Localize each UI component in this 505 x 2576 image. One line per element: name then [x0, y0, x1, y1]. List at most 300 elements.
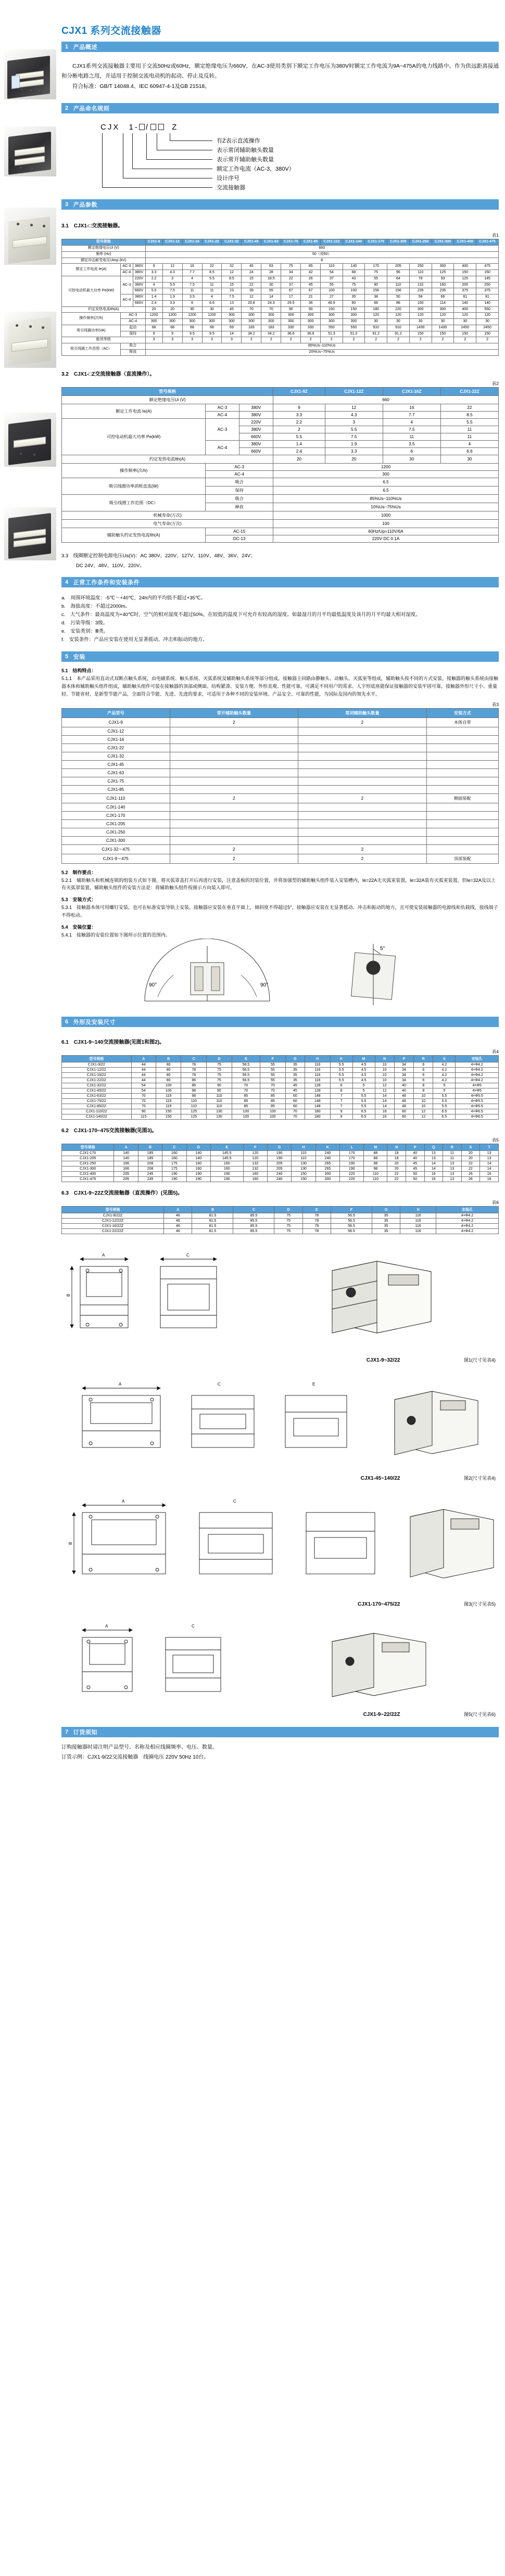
figure-4-model: CJX1-9~22/22Z: [363, 1712, 400, 1718]
data-cell: 55: [261, 288, 281, 294]
row-group-label: 吸引线圈功率消耗直流(W): [62, 478, 206, 494]
data-cell: 5.5: [162, 282, 182, 288]
row-group-label: 操作频率(次/h): [62, 313, 121, 325]
data-cell: 130: [292, 1167, 315, 1172]
install-5-2-title: 5.2 制作要点：: [61, 869, 96, 875]
data-cell: 78: [302, 1224, 331, 1229]
data-cell: 30: [432, 319, 454, 325]
data-cell: CJX1-12/22: [62, 1068, 132, 1073]
col-header-model: CJX1-45: [242, 239, 261, 246]
row-sub2-label: 380V: [239, 426, 273, 433]
row-sub2-label: 660V: [239, 433, 273, 440]
row-sub-label: AC-4: [206, 440, 239, 455]
data-cell: 1200: [202, 313, 222, 319]
data-cell: [170, 768, 298, 777]
data-cell: 15: [222, 282, 242, 288]
data-cell: CJX1-475: [62, 1177, 114, 1182]
data-cell: 67: [281, 288, 301, 294]
row-span-value: 85%Us~110%Us: [145, 343, 499, 350]
data-cell: 116: [400, 1224, 436, 1229]
column-header: E: [232, 1056, 260, 1062]
install-5-3-text: 5.3.1 接触器本体可用螺钉安装，也可在标准安装导轨上安装。接触器应安装在垂直平面上，倾斜度不得超过5°，接触器应安装在无显著摇动、冲击和振动的地方，且可使安装接触器的电源线和负载线，接线端子不得松动。: [61, 905, 498, 918]
data-cell: 18: [387, 1151, 406, 1156]
data-cell: 13: [480, 1151, 499, 1156]
data-cell: 54: [131, 1088, 156, 1094]
data-cell: 120: [476, 313, 499, 319]
outline-drawing-2: [61, 1368, 499, 1472]
data-cell: 44: [131, 1073, 156, 1078]
data-cell: 36.6: [281, 331, 301, 337]
data-cell: 300: [281, 313, 301, 319]
row-span-value: 6.5: [273, 478, 499, 486]
data-cell: 1200: [162, 313, 182, 319]
data-cell: 2: [476, 337, 499, 343]
section-7-number: 7: [65, 1729, 69, 1736]
data-cell: 240: [267, 1172, 291, 1177]
dim-table-header-row: [62, 1207, 499, 1213]
data-cell: 48: [394, 1099, 413, 1104]
table31-caption: 表1: [491, 233, 499, 238]
data-cell: 220: [340, 1177, 364, 1182]
data-cell: 240: [315, 1156, 339, 1161]
data-cell: 16: [182, 264, 202, 270]
code-slot-1: [139, 124, 145, 130]
data-cell: CJX1-16/22: [62, 1073, 132, 1078]
data-cell: 180: [305, 1114, 330, 1120]
data-cell: 110: [387, 282, 410, 288]
data-cell: [426, 828, 498, 836]
data-cell: 6: [383, 447, 440, 455]
data-cell: [298, 785, 427, 793]
data-cell: 98: [181, 1088, 207, 1094]
data-cell: 6.5: [433, 1109, 456, 1114]
data-cell: 150: [409, 331, 432, 337]
data-cell: 100: [343, 288, 365, 294]
data-cell: 2: [170, 793, 298, 803]
column-header: K: [330, 1056, 352, 1062]
col-header-model: CJX1-475: [476, 239, 499, 246]
table-row: [62, 519, 499, 528]
data-cell: 110: [321, 264, 343, 270]
data-cell: 110: [409, 270, 432, 276]
data-cell: 70: [131, 1094, 156, 1099]
data-cell: 183: [242, 325, 261, 331]
data-cell: 78: [302, 1219, 331, 1224]
data-cell: 45: [301, 282, 321, 288]
data-cell: 5: [352, 1083, 375, 1088]
dim61-title: 6.1 CJX1-9~140交流接触器(见图1和图2)。: [61, 1040, 165, 1046]
col-header-model: CJX1-85: [301, 239, 321, 246]
data-cell: 85: [232, 1104, 260, 1109]
data-cell: 43: [343, 276, 365, 282]
data-cell: CJX1-32～475: [62, 844, 170, 854]
column-header: F: [243, 1144, 267, 1151]
data-cell: 245: [138, 1177, 162, 1182]
data-cell: 16: [375, 1114, 394, 1120]
data-cell: 81.5: [192, 1219, 233, 1224]
data-cell: 66: [432, 294, 454, 301]
data-cell: 300: [202, 319, 222, 325]
data-cell: [426, 744, 498, 752]
column-header: H: [400, 1207, 436, 1213]
row-group-label: 辅助触头约定发热电流Ith(A): [62, 528, 206, 542]
row-sub2-label: 220V: [239, 418, 273, 426]
row-sub2-label: 660V: [239, 447, 273, 455]
data-cell: 110: [207, 1104, 232, 1109]
data-cell: 6.6: [440, 447, 498, 455]
data-cell: 85: [260, 1099, 286, 1104]
data-cell: [426, 735, 498, 744]
data-cell: 4×Φ4.2: [436, 1224, 498, 1229]
data-cell: 16: [424, 1172, 443, 1177]
row-sub-label: AC-4: [206, 411, 239, 418]
table-row: [62, 251, 499, 258]
data-cell: 78: [409, 276, 432, 282]
section-7-title: 订货须知: [73, 1729, 98, 1736]
data-cell: 12: [375, 1088, 394, 1094]
table-row: [62, 735, 499, 744]
data-cell: CJX1-63: [62, 768, 170, 777]
column-header: T: [480, 1144, 499, 1151]
col-header-model: CJX1-250: [409, 239, 432, 246]
row-sub-label: 保持: [121, 331, 145, 337]
data-cell: 330: [301, 325, 321, 331]
data-cell: 20: [273, 455, 325, 463]
data-cell: 110: [207, 1094, 232, 1099]
table-row: [62, 276, 499, 282]
data-cell: 98: [181, 1094, 207, 1099]
data-cell: 24.3: [261, 300, 281, 306]
aux-table-header-row: [62, 708, 499, 717]
data-cell: 9: [145, 331, 162, 337]
svg-text:A: A: [119, 1382, 122, 1387]
data-cell: 13: [222, 300, 242, 306]
row-sub-label: AC-4: [121, 270, 133, 276]
data-cell: 2: [365, 337, 387, 343]
section-5-number: 5: [65, 653, 69, 660]
data-cell: CJX1-12/22Z: [62, 1219, 164, 1224]
section-bar-4: [61, 577, 499, 587]
angle-label-left: 90°: [149, 982, 157, 989]
data-cell: 140: [186, 1156, 210, 1161]
data-cell: 86: [181, 1083, 207, 1088]
data-cell: 50: [406, 1172, 424, 1177]
data-cell: 60: [343, 300, 365, 306]
data-cell: 100: [260, 1114, 286, 1120]
row-span-value: 660: [145, 246, 499, 252]
data-cell: 145: [476, 276, 499, 282]
data-cell: 5.5: [433, 1094, 456, 1099]
data-cell: [426, 811, 498, 819]
figure-2-caption: [61, 1475, 499, 1481]
dimension-table-9-140: [61, 1055, 499, 1120]
data-cell: 4: [145, 282, 162, 288]
data-cell: 300: [409, 306, 432, 313]
data-cell: 205: [267, 1167, 291, 1172]
row-span-value: 6.5: [273, 486, 499, 494]
data-cell: [170, 735, 298, 744]
data-cell: 4.5: [352, 1062, 375, 1068]
data-cell: 166: [114, 1167, 138, 1172]
data-cell: 130: [207, 1114, 232, 1120]
col-header-model: CJX1-9: [145, 239, 162, 246]
data-cell: 5: [352, 1088, 375, 1094]
data-cell: [170, 760, 298, 768]
leader-h-1: [170, 140, 212, 141]
data-cell: 75: [207, 1078, 232, 1083]
column-header: H: [305, 1056, 330, 1062]
data-cell: 11: [202, 282, 222, 288]
data-cell: 34: [394, 1068, 413, 1073]
figure-4-label: 图5(尺寸见表6): [463, 1712, 496, 1718]
column-header: G: [372, 1207, 400, 1213]
data-cell: 235: [409, 288, 432, 294]
data-cell: 22: [281, 276, 301, 282]
coil-voltage-line2: DC 24V、48V、110V、220V。: [76, 562, 145, 569]
data-cell: 2450: [476, 325, 499, 331]
column-header: E: [210, 1144, 243, 1151]
data-cell: 160: [162, 1156, 186, 1161]
data-cell: 12: [414, 1114, 433, 1120]
data-cell: 17: [281, 294, 301, 301]
install-5-4-title: 5.4 安装位置：: [61, 924, 96, 930]
data-cell: 2.4: [273, 447, 325, 455]
data-cell: 16: [375, 1109, 394, 1114]
data-cell: 110: [292, 1156, 315, 1161]
data-cell: 22: [461, 1167, 480, 1172]
data-cell: 4×Φ6.5: [456, 1114, 499, 1120]
row-sub2-label: 660V: [133, 288, 145, 294]
table-row: [62, 785, 499, 793]
row-span-value: 220V DC 0.1A: [273, 535, 499, 542]
data-cell: 13: [424, 1151, 443, 1156]
data-cell: 46: [164, 1224, 192, 1229]
data-cell: 9: [162, 331, 182, 337]
table-row: [62, 395, 499, 404]
data-cell: 4×Φ6.5: [456, 1109, 499, 1114]
data-cell: 100: [156, 1083, 181, 1088]
data-cell: 160: [162, 1151, 186, 1156]
data-cell: 1430: [432, 325, 454, 331]
data-cell: 375: [476, 288, 499, 294]
data-cell: 166: [114, 1161, 138, 1167]
data-cell: 36.6: [301, 331, 321, 337]
data-cell: [426, 785, 498, 793]
data-cell: 85.5: [233, 1229, 274, 1234]
code-slot-2: [150, 124, 156, 130]
data-cell: 7.5: [222, 294, 242, 301]
column-header: 安装孔: [436, 1207, 498, 1213]
data-cell: 300: [321, 319, 343, 325]
data-cell: 8.5: [440, 411, 498, 418]
data-cell: 132: [243, 1161, 267, 1167]
data-cell: 9.5: [182, 331, 202, 337]
data-cell: 140: [114, 1156, 138, 1161]
data-cell: 70: [285, 1109, 305, 1114]
data-cell: 11: [202, 288, 222, 294]
data-cell: 6: [414, 1078, 433, 1083]
column-header: 型号规格: [62, 1056, 132, 1062]
data-cell: [426, 844, 498, 854]
data-cell: [170, 744, 298, 752]
row-group-label: 额定工作电流 Ie(A): [62, 264, 121, 276]
data-cell: 63: [261, 264, 281, 270]
dim-table-header-row: [62, 1056, 499, 1062]
data-cell: 190: [186, 1172, 210, 1177]
data-cell: 5: [433, 1083, 456, 1088]
row-sub2-label: 380V: [133, 264, 145, 270]
data-cell: 44: [131, 1068, 156, 1073]
row-group-label: 吸引线圈工作范围（AC）: [62, 343, 121, 356]
data-cell: 119: [156, 1099, 181, 1104]
data-cell: 20: [461, 1151, 480, 1156]
data-cell: 2: [298, 854, 427, 863]
data-cell: 10: [375, 1062, 394, 1068]
data-cell: 45: [222, 306, 242, 313]
data-cell: 150: [476, 331, 499, 337]
data-cell: 150: [343, 306, 365, 313]
data-cell: 4: [383, 418, 440, 426]
table-row: [62, 1104, 499, 1109]
data-cell: 140: [114, 1151, 138, 1156]
data-cell: [426, 777, 498, 785]
row-sub-label: AC-4: [121, 294, 133, 307]
data-cell: 4.2: [433, 1078, 456, 1083]
data-cell: 150: [321, 306, 343, 313]
data-cell: 4.3: [162, 270, 182, 276]
data-cell: 220: [340, 1172, 364, 1177]
data-cell: 64: [387, 276, 410, 282]
row-span-value: 660: [273, 395, 499, 404]
data-cell: CJX1-170: [62, 1151, 114, 1156]
data-cell: 81.5: [192, 1224, 233, 1229]
data-cell: 78: [181, 1068, 207, 1073]
data-cell: 150: [156, 1109, 181, 1114]
order-line-1: 订购接触器时请注明产品型号、名称及相应线圈频率、电压、数量。: [61, 1745, 218, 1751]
data-cell: 2.4: [145, 300, 162, 306]
data-cell: 91.2: [387, 331, 410, 337]
data-cell: 110: [207, 1099, 232, 1104]
column-header: G: [285, 1056, 305, 1062]
data-cell: 20: [162, 306, 182, 313]
install-5-3-title: 5.3 安装方式：: [61, 897, 96, 903]
data-cell: [298, 836, 427, 844]
leader-v-3: [132, 133, 133, 169]
table-row: [62, 777, 499, 785]
data-cell: 68: [343, 270, 365, 276]
data-cell: [298, 752, 427, 760]
data-cell: [298, 744, 427, 752]
row-sub-label: AC-15: [206, 528, 273, 535]
table-row: [62, 1078, 499, 1083]
data-cell: 300: [301, 313, 321, 319]
row-sub-label: 吸合: [206, 478, 273, 486]
data-cell: 6.5: [352, 1114, 375, 1120]
row-sub-label: 吸合: [206, 494, 273, 503]
data-cell: 30: [409, 319, 432, 325]
dimension-table-170-475: [61, 1144, 499, 1182]
row-span-value: 100: [273, 519, 499, 528]
data-cell: 2450: [454, 325, 476, 331]
section-2-title: 产品命名规则: [73, 106, 110, 112]
data-cell: 160: [432, 282, 454, 288]
data-cell: 12: [375, 1083, 394, 1088]
column-header: S: [433, 1056, 456, 1062]
data-cell: 100: [232, 1109, 260, 1114]
data-cell: 100: [409, 300, 432, 306]
drawing-block-3: [61, 1486, 499, 1607]
condition-item: a. 周围环境温度：-5℃～+40℃，24h内的平均值不超过+35℃。: [61, 595, 206, 601]
table-row: [62, 270, 499, 276]
data-cell: 75: [343, 282, 365, 288]
data-cell: 7.7: [182, 270, 202, 276]
data-cell: 75: [274, 1219, 302, 1224]
data-cell: 5.5: [273, 433, 325, 440]
data-cell: 14: [261, 294, 281, 301]
column-header: 安装孔: [456, 1056, 499, 1062]
data-cell: 205: [114, 1172, 138, 1177]
figure-3-model: CJX1-170~475/22: [358, 1601, 400, 1608]
data-cell: 13: [443, 1161, 462, 1167]
naming-item-2: 表示常开辅助触头数量: [217, 157, 274, 163]
table-row: [62, 306, 499, 313]
row-sub2-label: 220V: [133, 276, 145, 282]
data-cell: 475: [476, 264, 499, 270]
data-cell: 300: [145, 319, 162, 325]
data-cell: 110: [292, 1151, 315, 1156]
dim62-caption: 表5: [491, 1137, 499, 1143]
column-header: F: [331, 1207, 372, 1213]
column-header: A: [114, 1144, 138, 1151]
data-cell: 18: [387, 1156, 406, 1161]
table-row: [62, 744, 499, 752]
data-cell: 300: [432, 264, 454, 270]
data-cell: CJX1-250: [62, 1161, 114, 1167]
data-cell: 220: [387, 306, 410, 313]
table-row: [62, 1068, 499, 1073]
data-cell: 7.5: [182, 282, 202, 288]
data-cell: 11: [182, 288, 202, 294]
data-cell: 88: [364, 1156, 387, 1161]
data-cell: 81.5: [192, 1229, 233, 1234]
data-cell: 175: [162, 1161, 186, 1167]
data-cell: 3: [145, 337, 162, 343]
outline-drawing-1: [61, 1242, 499, 1354]
data-cell: 119: [156, 1104, 181, 1109]
order-line-2: 订货示例：CJX1-9/22交流接触器 线圈电压 220V 50Hz 10台。: [61, 1754, 209, 1761]
data-cell: CJX1-75/22: [62, 1099, 132, 1104]
data-cell: 148: [305, 1104, 330, 1109]
table-row: [62, 1062, 499, 1068]
table-row: [62, 463, 499, 470]
svg-text:B: B: [66, 1294, 71, 1297]
data-cell: 3: [202, 337, 222, 343]
data-cell: 60: [285, 1094, 305, 1099]
data-cell: 4×Φ4.2: [456, 1078, 499, 1083]
row-sub2-label: 380V: [133, 282, 145, 288]
dc-table-header-row: [62, 387, 499, 395]
condition-item: e. 安装类别：Ⅲ类。: [61, 629, 109, 635]
naming-rule-diagram: [61, 113, 499, 199]
data-cell: 90: [301, 306, 321, 313]
data-cell: 1200: [145, 313, 162, 319]
data-cell: 7: [330, 1099, 352, 1104]
data-cell: 85: [232, 1094, 260, 1099]
table-row: [62, 511, 499, 519]
data-cell: 6: [182, 300, 202, 306]
column-header: D: [207, 1056, 232, 1062]
data-cell: 30: [182, 306, 202, 313]
